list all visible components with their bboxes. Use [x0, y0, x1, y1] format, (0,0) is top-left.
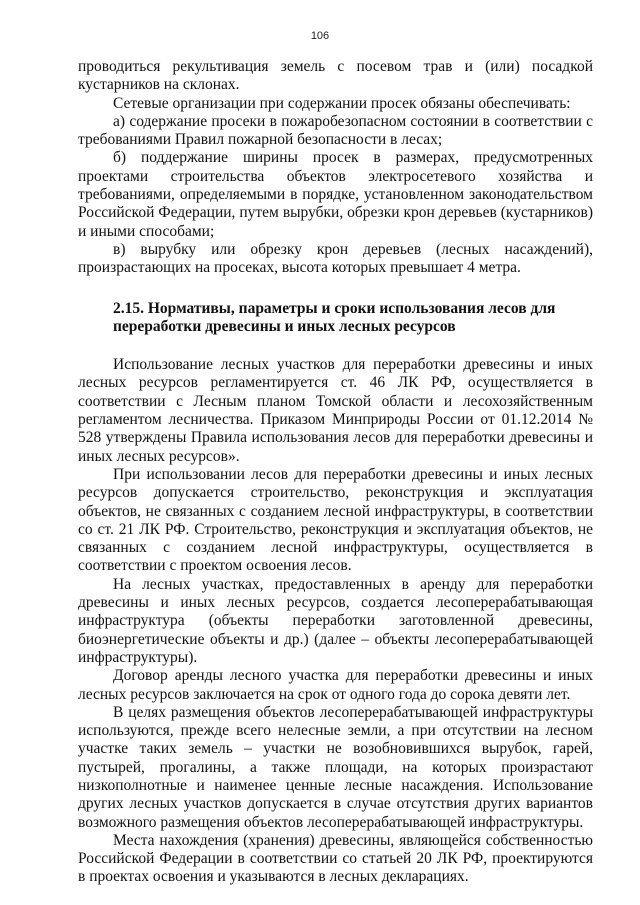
page-number: 106 [310, 30, 330, 42]
section-heading: 2.15. Нормативы, параметры и сроки использования лесов для переработки древесины и иных лесных ресурсов [113, 299, 556, 335]
list-item-a: а) содержание просеки в пожаробезопасном состоянии в соответствии с требованиями Правил пожарной безопасности в лесах; [78, 112, 593, 149]
paragraph: При использовании лесов для переработки древесины и иных лесных ресурсов допускается строительство, реконструкция и эксплуатация объектов, не связанных с созданием лесной инфраструктуры, в соответствии со ст. 21 ЛК РФ. Строительство, реконструкция и эксплуатация объектов, не связанных с созданием лесной инфраструктуры, осуществляется в соответствии с проектом освоения лесов. [78, 465, 593, 575]
paragraph: проводиться рекультивация земель с посевом трав и (или) посадкой кустарников на склонах. [78, 58, 593, 94]
list-item-b: б) поддержание ширины просек в размерах, предусмотренных проектами строительства объектов электросетевого хозяйства и требованиями, определяемыми в порядке, установленном законодательством Российской Федерации, путем вырубки, обрезки крон деревьев (кустарников) и иными способами; [78, 149, 593, 240]
list-item-c: в) вырубку или обрезку крон деревьев (лесных насаждений), произрастающих на просеках, высота которых превышает 4 метра. [78, 240, 593, 277]
paragraph: Договор аренды лесного участка для переработки древесины и иных лесных ресурсов заключается на срок от одного года до сорока девяти лет. [78, 667, 593, 703]
paragraph: На лесных участках, предоставленных в аренду для переработки древесины и иных лесных ресурсов, создается лесоперерабатывающая инфраструктура (объекты переработки заготовленной древесины, биоэнергетические объекты и др.) (далее – объекты лесоперерабатывающей инфраструктуры). [78, 575, 593, 666]
paragraph: Места нахождения (хранения) древесины, являющейся собственностью Российской Федерации в соответствии со статьей 20 ЛК РФ, проектируются в проектах освоения и указываются в лесных декларациях. [78, 831, 593, 886]
paragraph: Использование лесных участков для переработки древесины и иных лесных ресурсов регламентируется ст. 46 ЛК РФ, осуществляется в соответствии с Лесным планом Томской области и лесохозяйственным регламентом лесничества. Приказом Минприроды России от 01.12.2014 № 528 утверждены Правила использования лесов для переработки древесины и иных лесных ресурсов». [78, 356, 593, 465]
paragraph: Сетевые организации при содержании просек обязаны обеспечивать: [113, 94, 571, 112]
page-content [78, 58, 593, 887]
paragraph: В целях размещения объектов лесоперерабатывающей инфраструктуры используются, прежде всего нелесные земли, а при отсутствии на лесном участке таких земель – участки не возобновившихся вырубок, гарей, пустырей, прогалины, а также площади, на которых произрастают низкополнотные и наименее ценные лесные насаждения. Использование других лесных участков допускается в случае отсутствия других вариантов возможного размещения объектов лесоперерабатывающей инфраструктуры. [78, 703, 593, 831]
